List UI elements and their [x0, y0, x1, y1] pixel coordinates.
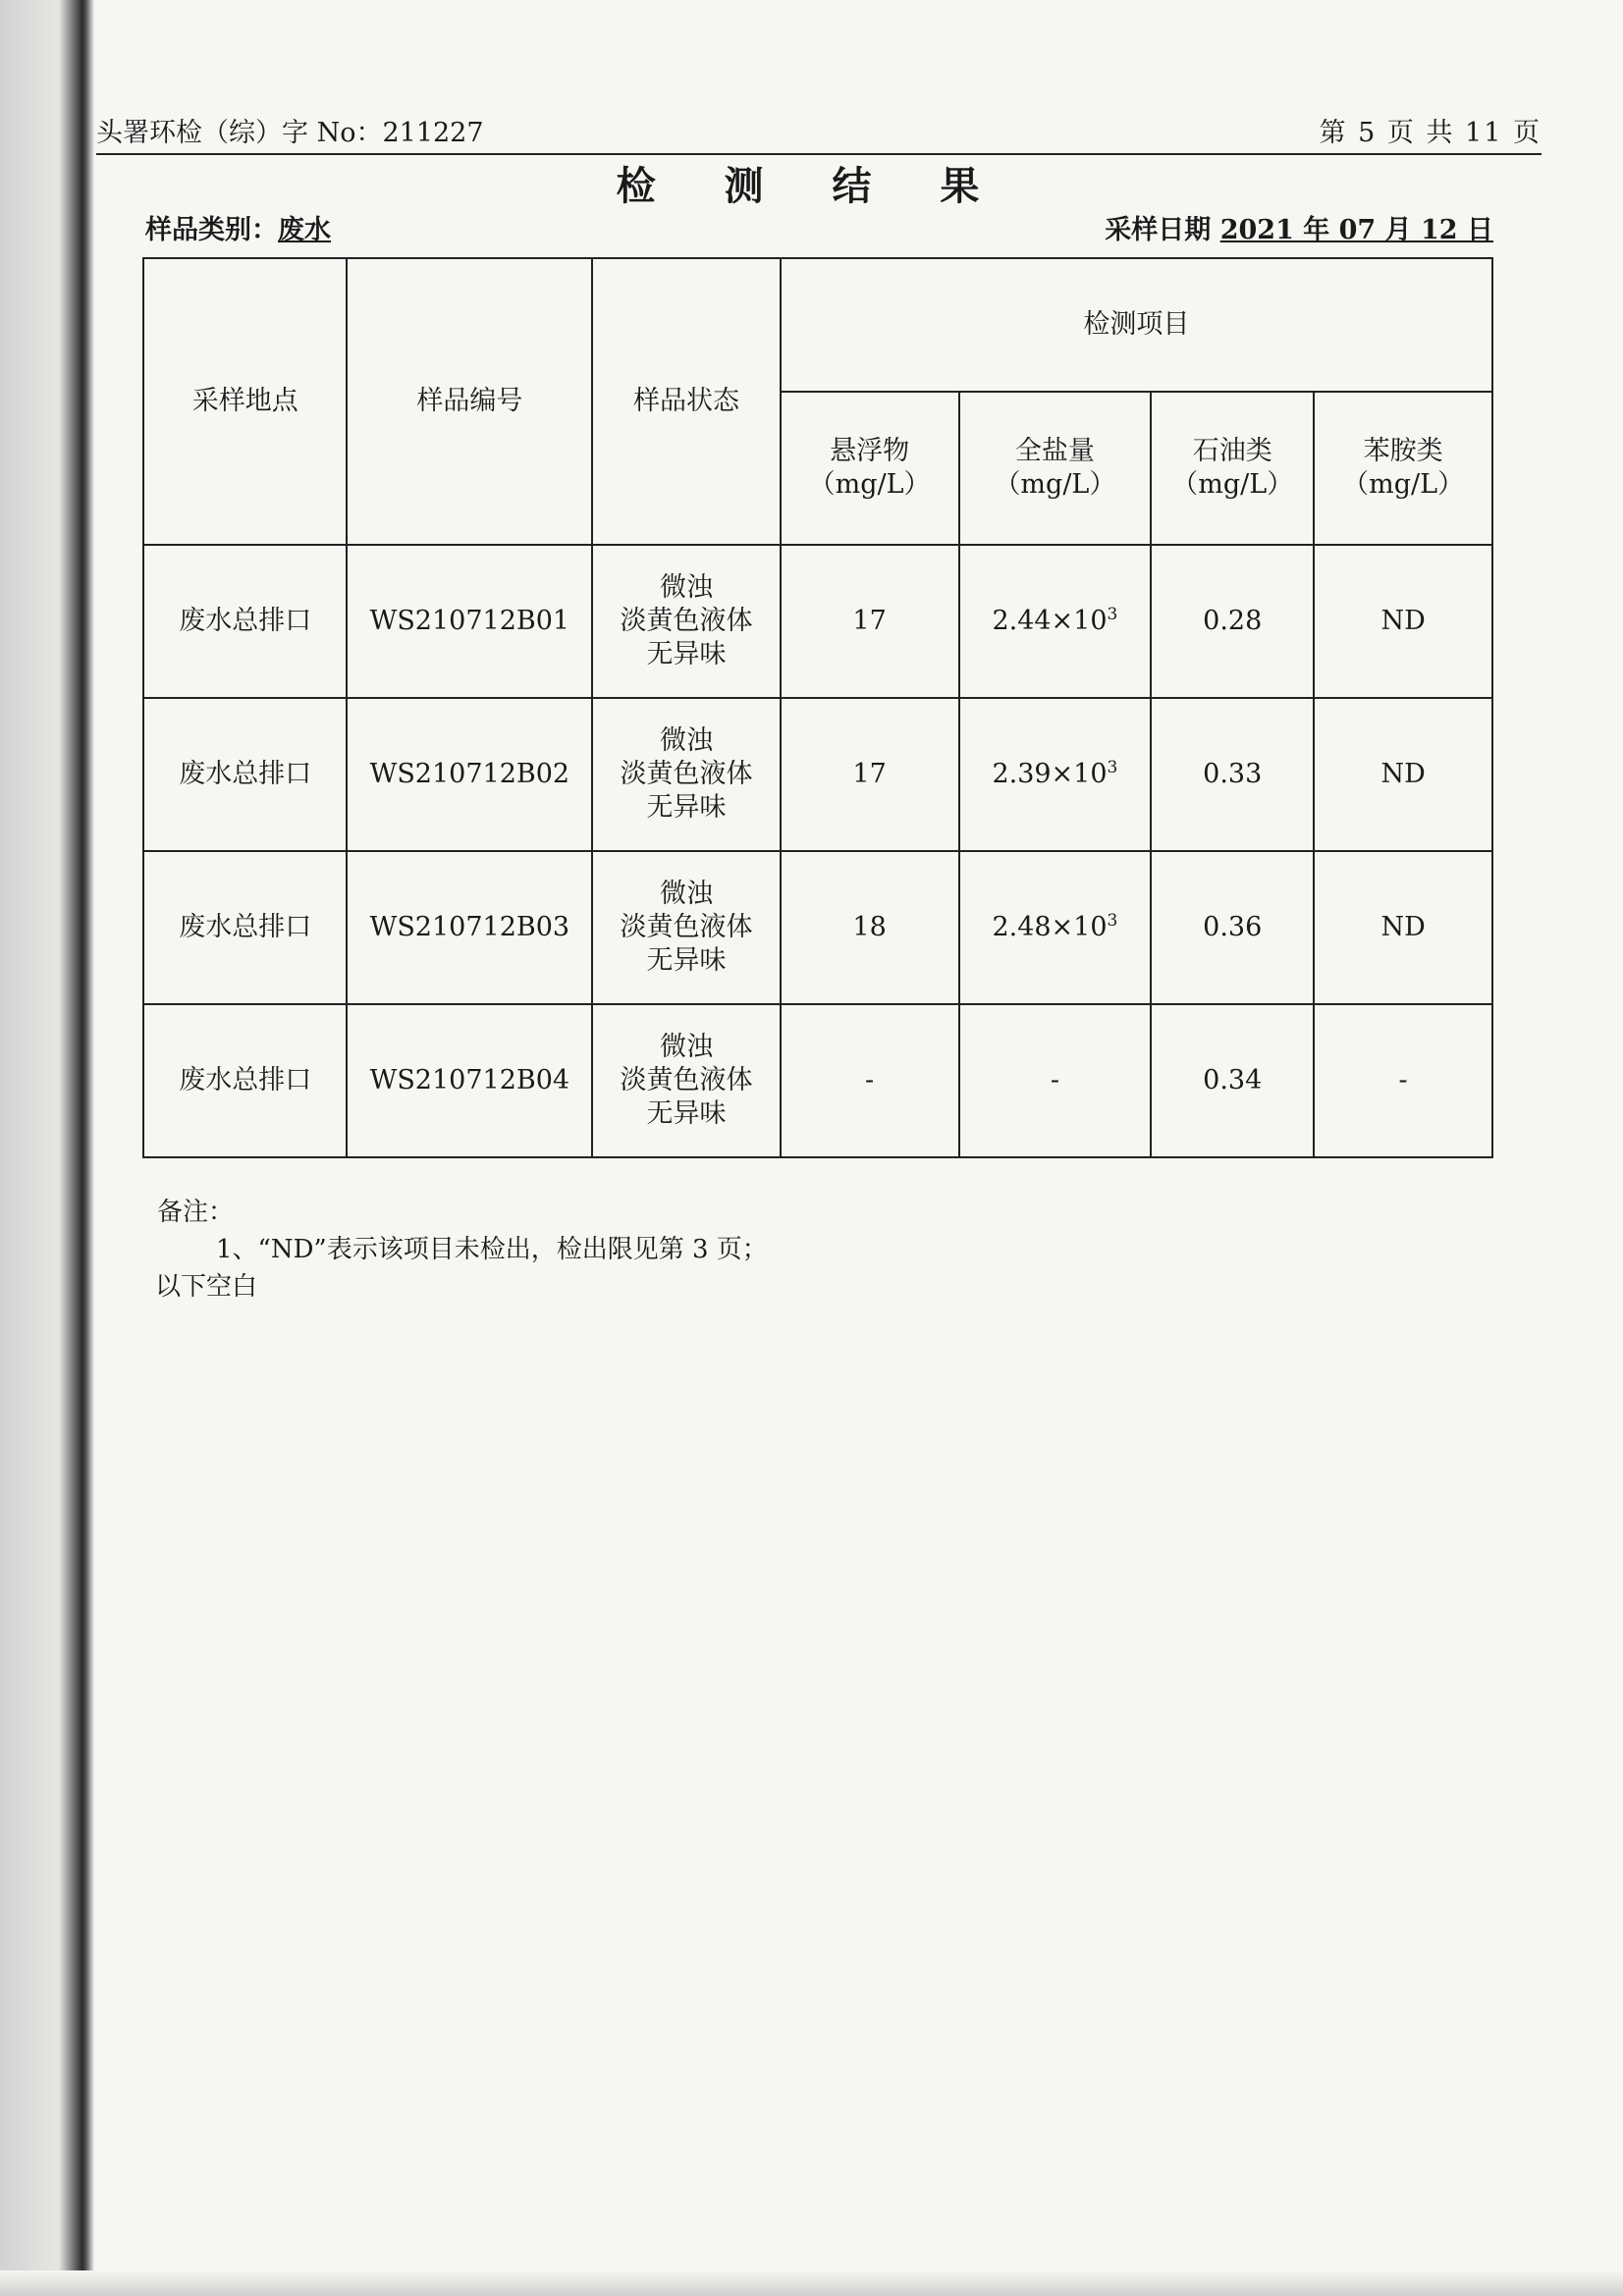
sampling-date-label: 采样日期 — [1105, 215, 1220, 245]
cell-status: 微浊 淡黄色液体 无异味 — [592, 698, 780, 851]
header-item-oil: 石油类 （mg/L） — [1151, 392, 1314, 545]
cell-status: 微浊 淡黄色液体 无异味 — [592, 1004, 780, 1157]
sampling-date-value: 2021 年 07 月 12 日 — [1219, 215, 1493, 245]
cell-salt: $2.48\times 10^3$ — [959, 851, 1152, 1004]
results-table — [142, 257, 1493, 1158]
cell-status: 微浊 淡黄色液体 无异味 — [592, 851, 780, 1004]
remarks-label: 备注： — [157, 1198, 235, 1227]
cell-oil: 0.36 — [1151, 851, 1314, 1004]
table-row — [143, 1004, 1492, 1157]
cell-oil: 0.34 — [1151, 1004, 1314, 1157]
header-item-aniline: 苯胺类 （mg/L） — [1314, 392, 1492, 545]
cell-oil: 0.33 — [1151, 698, 1314, 851]
report-number: 头署环检（综）字 No：211227 — [96, 118, 484, 148]
scan-bottom-edge — [0, 2270, 1623, 2296]
header-location: 采样地点 — [143, 258, 347, 545]
page-title: 检 测 结 果 — [616, 163, 1007, 209]
cell-suspended: - — [781, 1004, 959, 1157]
cell-status: 微浊 淡黄色液体 无异味 — [592, 545, 780, 698]
cell-salt: $2.39\times 10^3$ — [959, 698, 1152, 851]
cell-suspended: 17 — [781, 545, 959, 698]
cell-sample-id: WS210712B03 — [347, 851, 592, 1004]
header-status: 样品状态 — [592, 258, 780, 545]
cell-sample-id: WS210712B04 — [347, 1004, 592, 1157]
remarks-line-nd: 1、“ND”表示该项目未检出，检出限见第 3 页； — [216, 1235, 768, 1264]
sample-type-value: 废水 — [278, 215, 331, 245]
cell-aniline: - — [1314, 1004, 1492, 1157]
table-row — [143, 545, 1492, 698]
cell-aniline: ND — [1314, 698, 1492, 851]
header-row-1 — [143, 258, 1492, 392]
cell-aniline: ND — [1314, 851, 1492, 1004]
header-items: 检测项目 — [781, 258, 1492, 392]
header-item-salt: 全盐量 （mg/L） — [959, 392, 1152, 545]
cell-sample-id: WS210712B01 — [347, 545, 592, 698]
remarks-line-blank: 以下空白 — [155, 1272, 258, 1302]
sampling-date — [1105, 208, 1493, 246]
cell-salt: $2.44\times 10^3$ — [959, 545, 1152, 698]
cell-location: 废水总排口 — [143, 851, 347, 1004]
cell-oil: 0.28 — [1151, 545, 1314, 698]
cell-suspended: 17 — [781, 698, 959, 851]
cell-suspended: 18 — [781, 851, 959, 1004]
cell-salt: - — [959, 1004, 1152, 1157]
remarks — [157, 1194, 768, 1306]
cell-location: 废水总排口 — [143, 1004, 347, 1157]
page-header — [96, 118, 1542, 155]
cell-location: 废水总排口 — [143, 545, 347, 698]
sample-type — [145, 208, 331, 246]
table-row — [143, 698, 1492, 851]
page-number: 第 5 页 共 11 页 — [1319, 118, 1542, 148]
scan-page-edge — [0, 0, 94, 2296]
header-item-suspended: 悬浮物 （mg/L） — [781, 392, 959, 545]
sample-type-label: 样品类别： — [145, 215, 278, 245]
cell-sample-id: WS210712B02 — [347, 698, 592, 851]
cell-aniline: ND — [1314, 545, 1492, 698]
table-row — [143, 851, 1492, 1004]
header-sample-id: 样品编号 — [347, 258, 592, 545]
cell-location: 废水总排口 — [143, 698, 347, 851]
